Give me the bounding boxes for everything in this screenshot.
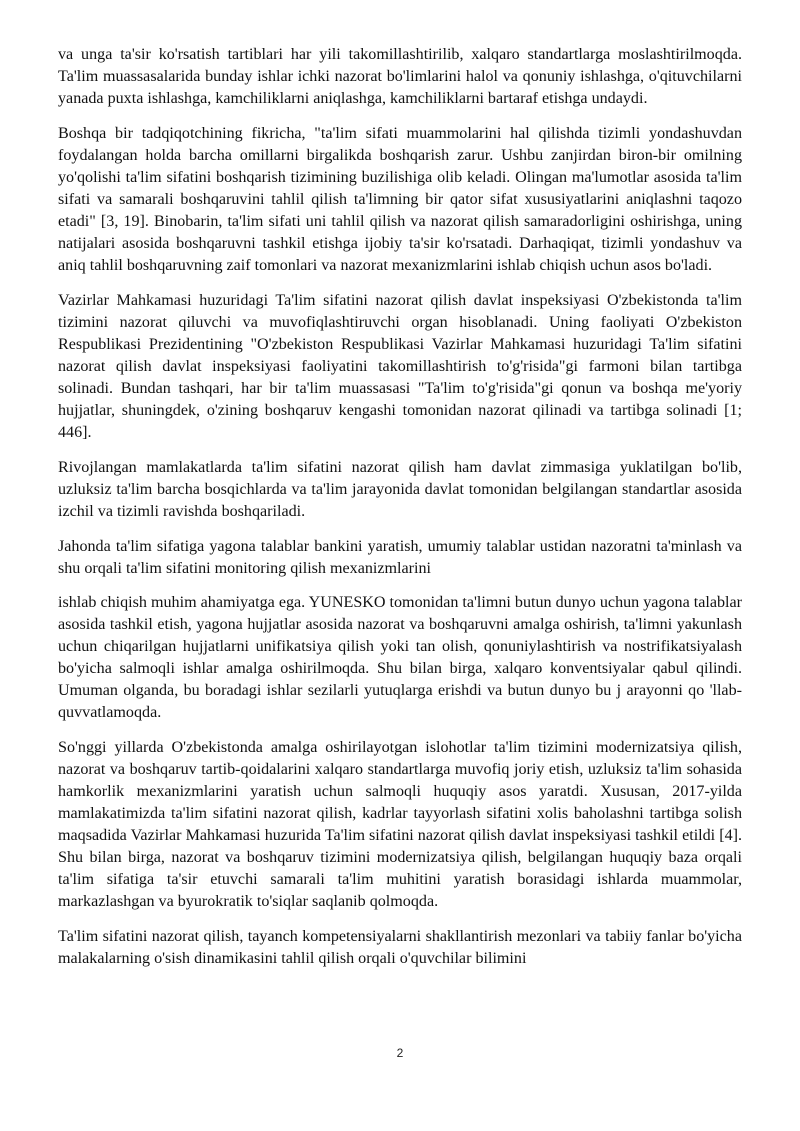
paragraph: Ta'lim sifatini nazorat qilish, tayanch kompetensiyalarni shakllantirish mezonlari va tabiiy fanlar bo'yicha malakalarning o'sish dinamikasini tahlil qilish orqali o'quvchilar bilimini: [58, 928, 742, 967]
paragraph: So'nggi yillarda O'zbekistonda amalga oshirilayotgan islohotlar ta'lim tizimini modernizatsiya qilish, nazorat va boshqaruv tartib-qoidalarini xalqaro standartlarga muvofiq joriy etish, uzluksiz ta'lim sohasida hamkorlik mexanizmlarini yaratish uchun salmoqli huquqiy asos yaratdi. Xususan, 2017-yilda mamlakatimizda ta'lim sifatini nazorat qilish, kadrlar tayyorlash sifatini xolis baholashni tartibga solish maqsadida Vazirlar Mahkamasi huzurida Ta'lim sifatini nazorat qilish davlat inspeksiyasi tashkil etildi [4]. Shu bilan birga, nazorat va boshqaruv tizimini modernizatsiya qilish, belgilangan huquqiy baza orqali ta'lim sifatiga ta'sir etuvchi samarali ta'lim muhitini yaratish borasidagi ishlarda muammolar, markazlashgan va byurokratik to'siqlar saqlanib qolmoqda.: [58, 739, 742, 910]
document-page: [58, 44, 742, 983]
paragraph: va unga ta'sir ko'rsatish tartiblari har yili takomillashtirilib, xalqaro standartlarga moslashtirilmoqda. Ta'lim muassasalarida bunday ishlar ichki nazorat bo'limlarini halol va qonuniy ishlashga, o'qituvchilarni yanada puxta ishlashga, kamchiliklarni aniqlashga, kamchiliklarni bartaraf etishga undaydi.: [58, 46, 742, 107]
paragraph: Vazirlar Mahkamasi huzuridagi Ta'lim sifatini nazorat qilish davlat inspeksiyasi O'zbekistonda ta'lim tizimini nazorat qiluvchi va muvofiqlashtiruvchi organ hisoblanadi. Uning faoliyati O'zbekiston Respublikasi Prezidentining "O'zbekiston Respublikasi Vazirlar Mahkamasi huzuridagi Ta'lim sifatini nazorat qilish davlat inspeksiyasi faoliyatini takomillashtirish to'g'risida"gi farmoni bilan tartibga solinadi. Bundan tashqari, har bir ta'lim muassasasi "Ta'lim to'g'risida"gi qonun va boshqa me'yoriy hujjatlar, shuningdek, o'zining boshqaruv kengashi tomonidan nazorat qilinadi va tartibga solinadi [1; 446].: [58, 292, 742, 441]
paragraph: Rivojlangan mamlakatlarda ta'lim sifatini nazorat qilish ham davlat zimmasiga yuklatilgan bo'lib, uzluksiz ta'lim barcha bosqichlarda va ta'lim jarayonida davlat tomonidan belgilangan standartlar asosida izchil va tizimli ravishda boshqariladi.: [58, 459, 742, 520]
paragraph: Boshqa bir tadqiqotchining fikricha, "ta'lim sifati muammolarini hal qilishda tizimli yondashuvdan foydalangan holda barcha omillarni birgalikda boshqarish zarur. Ushbu zanjirdan biron-bir omilning yo'qolishi ta'lim sifatini boshqarish tizimining buzilishiga olib keladi. Olingan ma'lumotlar asosida ta'lim sifati va samarali boshqaruvini tahlil qilish ta'limning bir qator sifat xususiyatlarini aniqlashni taqozo etadi" [3, 19]. Binobarin, ta'lim sifati uni tahlil qilish va nazorat qilish samaradorligini oshirishga, uning natijalari asosida boshqaruvni tashkil etishga ijobiy ta'sir ko'rsatadi. Darhaqiqat, tizimli yondashuv va aniq tahlil boshqaruvning zaif tomonlari va nazorat mexanizmlarini ishlab chiqish uchun asos bo'ladi.: [58, 125, 742, 274]
paragraph: ishlab chiqish muhim ahamiyatga ega. YUNESKO tomonidan ta'limni butun dunyo uchun yagona talablar asosida tashkil etish, yagona hujjatlar asosida nazorat va boshqaruvni amalga oshirish, ta'limni yakunlash uchun chiqarilgan hujjatlarni unifikatsiya qilish yoki tan olish, qonuniylashtirish va nostrifikatsiyalash bo'yicha salmoqli ishlar amalga oshirilmoqda. Shu bilan birga, xalqaro konventsiyalar qabul qilindi. Umuman olganda, bu boradagi ishlar sezilarli yutuqlarga erishdi va butun dunyo bu j arayonni qo 'llab-quvvatlamoqda.: [58, 594, 742, 721]
page-number: 2: [396, 1046, 404, 1060]
paragraph: Jahonda ta'lim sifatiga yagona talablar bankini yaratish, umumiy talablar ustidan nazoratni ta'minlash va shu orqali ta'lim sifatini monitoring qilish mexanizmlarini: [58, 538, 742, 577]
